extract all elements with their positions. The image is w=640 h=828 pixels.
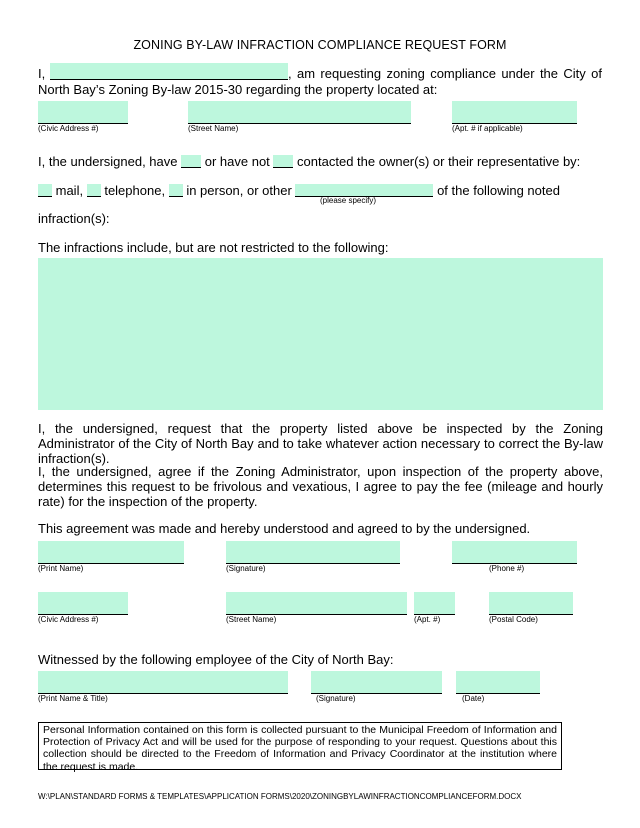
- signer-street-field[interactable]: [226, 592, 407, 614]
- property-civic-label: (Civic Address #): [38, 124, 99, 133]
- contact-line1: [38, 153, 580, 169]
- print-name-label: (Print Name): [38, 564, 84, 573]
- witness-date-field[interactable]: [456, 671, 540, 693]
- telephone-label: telephone,: [104, 183, 166, 198]
- witness-name-field[interactable]: [38, 671, 288, 693]
- request-paragraph: I, the undersigned, request that the property listed above be inspected by the Zoning Administrator of the City of North Bay and to take whatever action necessary to correct the By-law infraction(s).: [38, 421, 603, 466]
- phone-label: (Phone #): [489, 564, 525, 573]
- witness-signature-field[interactable]: [311, 671, 442, 693]
- infractions-text: infraction(s):: [38, 211, 110, 226]
- property-street-field[interactable]: [188, 101, 411, 123]
- print-name-field[interactable]: [38, 541, 184, 563]
- file-path-footer: W:\PLAN\STANDARD FORMS & TEMPLATES\APPLICATION FORMS\2020\ZONINGBYLAWINFRACTIONCOMPLIANCEFORM.DOCX: [38, 792, 522, 801]
- infractions-heading: The infractions include, but are not restricted to the following:: [38, 240, 389, 255]
- contact-have-not-text: or have not: [204, 154, 270, 169]
- infractions-textarea[interactable]: [38, 258, 603, 410]
- mail-checkbox[interactable]: [38, 184, 52, 197]
- signer-civic-label: (Civic Address #): [38, 615, 99, 624]
- intro-line2: North Bay’s Zoning By-law 2015-30 regarding the property located at:: [38, 82, 438, 97]
- phone-field[interactable]: [452, 541, 577, 563]
- agree-paragraph: I, the undersigned, agree if the Zoning Administrator, upon inspection of the property above, determines this request to be frivolous and vexatious, I agree to pay the fee (mileage and hourly rate) for the inspection of the property.: [38, 464, 603, 509]
- property-civic-field[interactable]: [38, 101, 128, 123]
- signature-label: (Signature): [226, 564, 266, 573]
- contact-rest-text: contacted the owner(s) or their representative by:: [297, 154, 581, 169]
- mail-label: mail,: [55, 183, 84, 198]
- property-street-label: (Street Name): [188, 124, 239, 133]
- agreement-line: This agreement was made and hereby understood and agreed to by the undersigned.: [38, 521, 531, 536]
- intro-prefix: I,: [38, 66, 46, 81]
- specify-label: (please specify): [320, 196, 377, 205]
- privacy-notice: Personal Information contained on this form is collected pursuant to the Municipal Freedom of Information and Protection of Privacy Act and will be used for the purpose of responding to your request. Questions about this collection should be directed to the Freedom of Information and Privacy Coordinator at the institution where the request is made.: [38, 722, 562, 770]
- requester-name-underline: [50, 79, 288, 80]
- have-not-contacted-checkbox[interactable]: [273, 155, 293, 168]
- requester-name-field[interactable]: [50, 63, 288, 79]
- witness-date-label: (Date): [462, 694, 485, 703]
- witness-name-label: (Print Name & Title): [38, 694, 108, 703]
- signer-apt-label: (Apt. #): [414, 615, 441, 624]
- contact-have-text: I, the undersigned, have: [38, 154, 178, 169]
- signer-apt-field[interactable]: [414, 592, 455, 614]
- postal-code-label: (Postal Code): [489, 615, 538, 624]
- property-apt-field[interactable]: [452, 101, 577, 123]
- signature-field[interactable]: [226, 541, 400, 563]
- signer-civic-field[interactable]: [38, 592, 128, 614]
- in-person-label: in person, or other: [186, 183, 292, 198]
- have-contacted-checkbox[interactable]: [181, 155, 201, 168]
- in-person-checkbox[interactable]: [169, 184, 183, 197]
- intro-line1: , am requesting zoning compliance under the City of: [288, 66, 602, 81]
- signer-street-label: (Street Name): [226, 615, 277, 624]
- telephone-checkbox[interactable]: [87, 184, 101, 197]
- contact-line2: [38, 182, 560, 198]
- witness-signature-label: (Signature): [316, 694, 356, 703]
- postal-code-field[interactable]: [489, 592, 573, 614]
- following-text: of the following noted: [437, 183, 560, 198]
- witness-heading: Witnessed by the following employee of the City of North Bay:: [38, 652, 394, 667]
- form-title: ZONING BY-LAW INFRACTION COMPLIANCE REQUEST FORM: [133, 38, 507, 52]
- property-apt-label: (Apt. # if applicable): [452, 124, 523, 133]
